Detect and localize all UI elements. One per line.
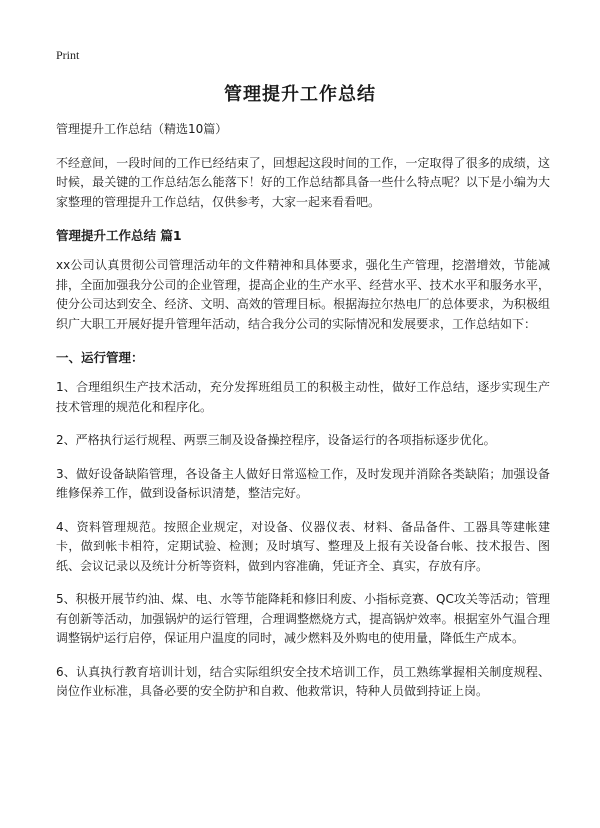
list-item: 1、合理组织生产技术活动，充分发挥班组员工的积极主动性，做好工作总结，逐步实现生产技术管理的规范化和程序化。 xyxy=(56,380,550,414)
section-intro-paragraph: xx公司认真贯彻公司管理活动年的文件精神和具体要求，强化生产管理，挖潜增效，节能减排，全面加强我分公司的企业管理，提高企业的生产水平、经营水平、技术水平和服务水平，使分公司达到安全、经济、文明、高效的管理目标。根据海拉尔热电厂的总体要求，为积极组织广大职工开展好提升管理年活动，结合我分公司的实际情况和发展要求，工作总结如下： xyxy=(56,258,550,331)
subsection-heading: 一、运行管理： xyxy=(56,350,144,365)
print-link[interactable]: Print xyxy=(56,48,80,62)
section-heading: 管理提升工作总结 篇1 xyxy=(56,228,182,243)
document-subtitle: 管理提升工作总结（精选10篇） xyxy=(56,122,228,136)
list-item: 3、做好设备缺陷管理，各设备主人做好日常巡检工作，及时发现并消除各类缺陷；加强设备维修保养工作，做到设备标识清楚，整洁完好。 xyxy=(56,466,550,500)
intro-paragraph: 不经意间，一段时间的工作已经结束了，回想起这段时间的工作，一定取得了很多的成绩，这时候，最关键的工作总结怎么能落下！好的工作总结都具备一些什么特点呢？以下是小编为大家整理的管理提升工作总结，仅供参考，大家一起来看看吧。 xyxy=(56,155,550,209)
document-body xyxy=(56,120,550,716)
list-item: 6、认真执行教育培训计划，结合实际组织安全技术培训工作，员工熟练掌握相关制度规程、岗位作业标准，具备必要的安全防护和自救、他救常识，特种人员做到持证上岗。 xyxy=(56,664,550,698)
list-item: 2、严格执行运行规程、两票三制及设备操控程序，设备运行的各项指标逐步优化。 xyxy=(56,433,496,447)
document-title: 管理提升工作总结 xyxy=(224,84,376,105)
list-item: 5、积极开展节约油、煤、电、水等节能降耗和修旧利废、小指标竞赛、QC攻关等活动；管理有创新等活动，加强锅炉的运行管理，合理调整燃烧方式，提高锅炉效率。根据室外气温合理调整锅炉运行启停，保证用户温度的同时，减少燃料及外购电的使用量，降低生产成本。 xyxy=(56,592,550,645)
list-item: 4、资料管理规范。按照企业规定，对设备、仪器仪表、材料、备品备件、工器具等建帐建卡，做到帐卡相符，定期试验、检测；及时填写、整理及上报有关设备台帐、技术报告、图纸、会议记录以及统计分析等资料，做到内容准确，凭证齐全、真实，存放有序。 xyxy=(56,519,550,573)
